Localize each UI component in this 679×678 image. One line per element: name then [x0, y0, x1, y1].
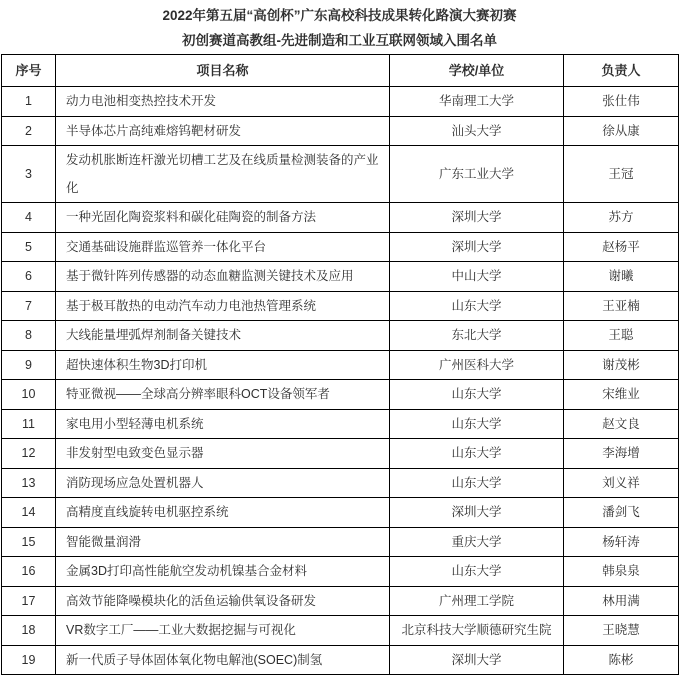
table-row	[2, 262, 679, 292]
table-row	[2, 203, 679, 233]
leader-name-cell: 林用满	[564, 586, 679, 616]
row-index-cell: 7	[2, 291, 56, 321]
project-name-cell: 动力电池相变热控技术开发	[56, 87, 390, 117]
table-row	[2, 87, 679, 117]
row-index-cell: 3	[2, 146, 56, 203]
table-row	[2, 527, 679, 557]
project-name-cell: 智能微量润滑	[56, 527, 390, 557]
project-name-cell: 基于微针阵列传感器的动态血糖监测关键技术及应用	[56, 262, 390, 292]
table-row	[2, 146, 679, 203]
row-index-cell: 8	[2, 321, 56, 351]
project-name-cell: 非发射型电致变色显示器	[56, 439, 390, 469]
table-row	[2, 616, 679, 646]
leader-name-cell: 徐从康	[564, 116, 679, 146]
header-school: 学校/单位	[390, 55, 564, 87]
school-name-cell: 深圳大学	[390, 645, 564, 675]
shortlist-table	[1, 54, 679, 675]
table-row	[2, 645, 679, 675]
page-title: 2022年第五届“高创杯”广东高校科技成果转化路演大赛初赛	[162, 8, 517, 23]
leader-name-cell: 刘义祥	[564, 468, 679, 498]
school-name-cell: 山东大学	[390, 380, 564, 410]
page-subtitle: 初创赛道高教组-先进制造和工业互联网领域入围名单	[182, 33, 497, 48]
school-name-cell: 中山大学	[390, 262, 564, 292]
leader-name-cell: 王亚楠	[564, 291, 679, 321]
school-name-cell: 东北大学	[390, 321, 564, 351]
project-name-cell: 半导体芯片高纯难熔钨靶材研发	[56, 116, 390, 146]
school-name-cell: 深圳大学	[390, 498, 564, 528]
table-row	[2, 409, 679, 439]
project-name-cell: 一种光固化陶瓷浆料和碳化硅陶瓷的制备方法	[56, 203, 390, 233]
leader-name-cell: 王冠	[564, 146, 679, 203]
leader-name-cell: 赵文良	[564, 409, 679, 439]
school-name-cell: 山东大学	[390, 468, 564, 498]
row-index-cell: 5	[2, 232, 56, 262]
project-name-cell: 特亚微视——全球高分辨率眼科OCT设备领军者	[56, 380, 390, 410]
table-row	[2, 498, 679, 528]
project-name-cell: VR数字工厂——工业大数据挖掘与可视化	[56, 616, 390, 646]
row-index-cell: 12	[2, 439, 56, 469]
row-index-cell: 9	[2, 350, 56, 380]
table-header-row	[2, 55, 679, 87]
table-row	[2, 439, 679, 469]
table-row	[2, 350, 679, 380]
header-project: 项目名称	[56, 55, 390, 87]
leader-name-cell: 潘剑飞	[564, 498, 679, 528]
school-name-cell: 山东大学	[390, 439, 564, 469]
school-name-cell: 北京科技大学顺德研究生院	[390, 616, 564, 646]
row-index-cell: 4	[2, 203, 56, 233]
row-index-cell: 17	[2, 586, 56, 616]
project-name-cell: 高精度直线旋转电机驱控系统	[56, 498, 390, 528]
table-row	[2, 468, 679, 498]
title-block	[0, 0, 679, 48]
school-name-cell: 重庆大学	[390, 527, 564, 557]
row-index-cell: 11	[2, 409, 56, 439]
header-index: 序号	[2, 55, 56, 87]
row-index-cell: 1	[2, 87, 56, 117]
row-index-cell: 10	[2, 380, 56, 410]
table-row	[2, 291, 679, 321]
leader-name-cell: 韩泉泉	[564, 557, 679, 587]
row-index-cell: 15	[2, 527, 56, 557]
leader-name-cell: 谢曦	[564, 262, 679, 292]
leader-name-cell: 张仕伟	[564, 87, 679, 117]
row-index-cell: 14	[2, 498, 56, 528]
leader-name-cell: 谢茂彬	[564, 350, 679, 380]
row-index-cell: 13	[2, 468, 56, 498]
header-leader: 负责人	[564, 55, 679, 87]
table-row	[2, 380, 679, 410]
table-row	[2, 232, 679, 262]
project-name-cell: 消防现场应急处置机器人	[56, 468, 390, 498]
project-name-cell: 高效节能降噪模块化的活鱼运输供氧设备研发	[56, 586, 390, 616]
leader-name-cell: 杨轩涛	[564, 527, 679, 557]
school-name-cell: 广州医科大学	[390, 350, 564, 380]
school-name-cell: 深圳大学	[390, 203, 564, 233]
leader-name-cell: 陈彬	[564, 645, 679, 675]
row-index-cell: 19	[2, 645, 56, 675]
school-name-cell: 山东大学	[390, 409, 564, 439]
project-name-cell: 基于极耳散热的电动汽车动力电池热管理系统	[56, 291, 390, 321]
leader-name-cell: 王晓慧	[564, 616, 679, 646]
table-row	[2, 557, 679, 587]
school-name-cell: 华南理工大学	[390, 87, 564, 117]
project-name-cell: 金属3D打印高性能航空发动机镍基合金材料	[56, 557, 390, 587]
project-name-cell: 超快速体积生物3D打印机	[56, 350, 390, 380]
school-name-cell: 山东大学	[390, 557, 564, 587]
project-name-cell: 发动机胀断连杆激光切槽工艺及在线质量检测装备的产业化	[56, 146, 390, 203]
leader-name-cell: 宋维业	[564, 380, 679, 410]
project-name-cell: 大线能量埋弧焊剂制备关键技术	[56, 321, 390, 351]
school-name-cell: 广东工业大学	[390, 146, 564, 203]
table-row	[2, 116, 679, 146]
row-index-cell: 16	[2, 557, 56, 587]
project-name-cell: 交通基础设施群监巡管养一体化平台	[56, 232, 390, 262]
project-name-cell: 新一代质子导体固体氧化物电解池(SOEC)制氢	[56, 645, 390, 675]
school-name-cell: 山东大学	[390, 291, 564, 321]
table-body	[2, 87, 679, 675]
table-row	[2, 321, 679, 351]
leader-name-cell: 赵杨平	[564, 232, 679, 262]
leader-name-cell: 李海增	[564, 439, 679, 469]
row-index-cell: 2	[2, 116, 56, 146]
row-index-cell: 18	[2, 616, 56, 646]
school-name-cell: 汕头大学	[390, 116, 564, 146]
leader-name-cell: 王聪	[564, 321, 679, 351]
table-row	[2, 586, 679, 616]
leader-name-cell: 苏方	[564, 203, 679, 233]
school-name-cell: 深圳大学	[390, 232, 564, 262]
row-index-cell: 6	[2, 262, 56, 292]
school-name-cell: 广州理工学院	[390, 586, 564, 616]
table-head	[2, 55, 679, 87]
project-name-cell: 家电用小型轻薄电机系统	[56, 409, 390, 439]
